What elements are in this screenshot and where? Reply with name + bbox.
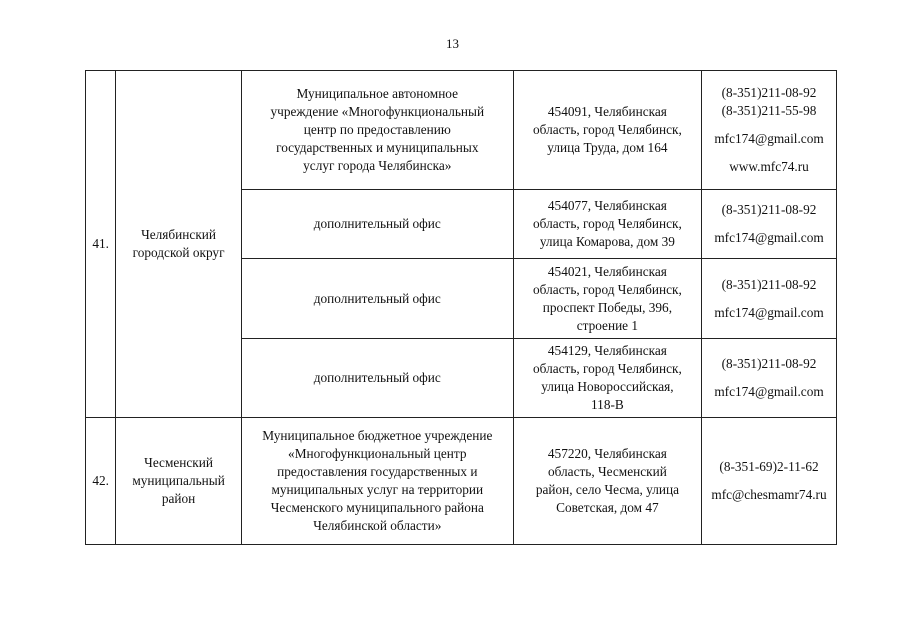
district-name-chelyabinsk: Челябинский городской округ [116,71,242,418]
office-address: 454129, Челябинская область, город Челябинск, улица Новороссийская, 118-В [513,339,701,418]
office-address: 454021, Челябинская область, город Челябинск, проспект Победы, 396, строение 1 [513,259,701,339]
website-address: www.mfc74.ru [729,159,809,174]
district-name-chesma: Чесменский муниципальный район [116,418,242,545]
organization-name: Муниципальное бюджетное учреждение «Многофункциональный центр предоставления государственных и муниципальных услуг на территории Чесменского муниципального района Челябинской области» [241,418,513,545]
contact-cell [702,190,837,259]
organization-name: дополнительный офис [241,190,513,259]
table-row [86,418,837,545]
email-address: mfc174@gmail.com [714,131,824,146]
contact-cell [702,339,837,418]
row-number-41: 41. [86,71,116,418]
organization-name: дополнительный офис [241,259,513,339]
email-address: mfc174@gmail.com [714,304,824,320]
phone-number: (8-351)211-08-92 [721,356,817,371]
row-number-42: 42. [86,418,116,545]
phone-number: (8-351)211-08-92 [721,202,817,217]
contact-cell [702,259,837,339]
organization-name: дополнительный офис [241,339,513,418]
mfc-offices-table [85,70,837,545]
office-address: 454077, Челябинская область, город Челябинск, улица Комарова, дом 39 [513,190,701,259]
organization-name: Муниципальное автономное учреждение «Многофункциональный центр по предоставлению государственных и муниципальных услуг города Челябинска» [241,71,513,190]
email-address: mfc174@gmail.com [714,384,824,399]
office-address: 457220, Челябинская область, Чесменский район, село Чесма, улица Советская, дом 47 [513,418,701,545]
page-number: 13 [446,36,459,51]
contact-cell [702,71,837,190]
email-address: mfc@chesmamr74.ru [711,487,827,502]
phone-number: (8-351-69)2-11-62 [719,459,819,474]
phone-numbers: (8-351)211-08-92 (8-351)211-55-98 [721,85,817,118]
office-address: 454091, Челябинская область, город Челябинск, улица Труда, дом 164 [513,71,701,190]
contact-cell [702,418,837,545]
table-row [86,71,837,190]
email-address: mfc174@gmail.com [714,230,824,245]
phone-number: (8-351)211-08-92 [721,276,817,292]
